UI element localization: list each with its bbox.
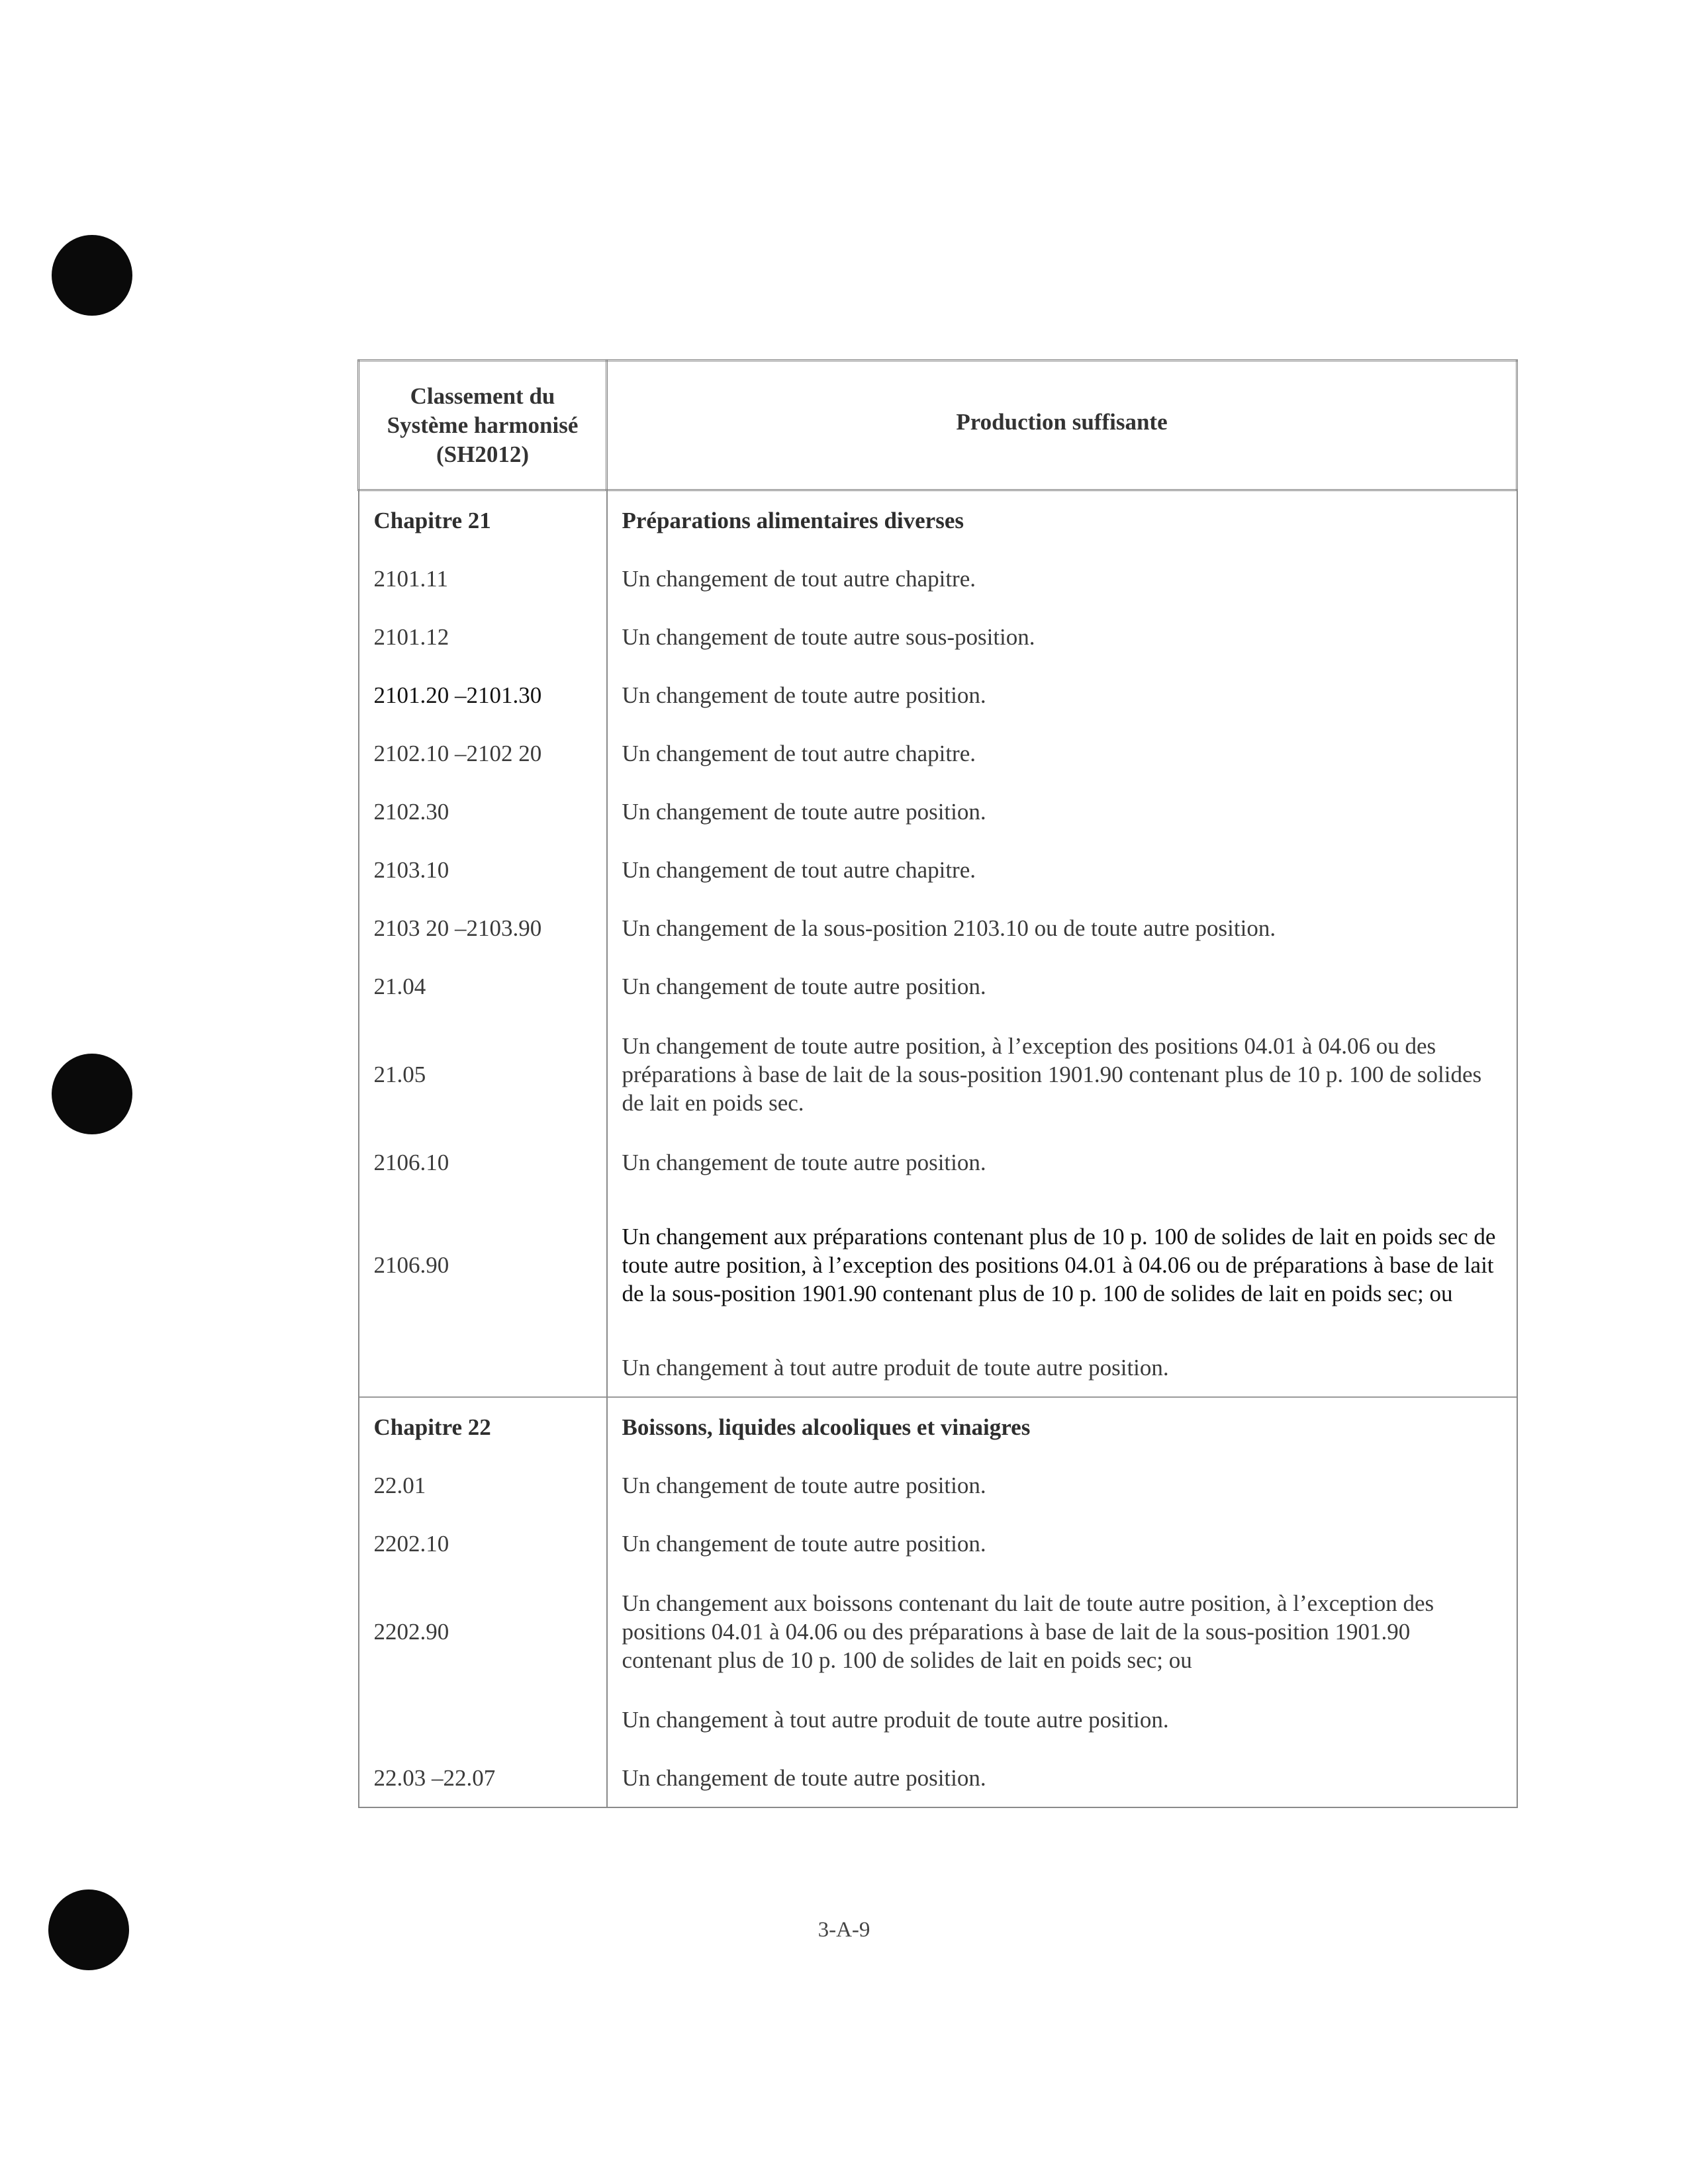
table-row — [359, 957, 1517, 1015]
table-row — [359, 1749, 1517, 1807]
empty-code-cell — [359, 1338, 607, 1397]
rule-text: Un changement de toute autre position. — [607, 1514, 1517, 1572]
hs-code: 21.04 — [359, 957, 607, 1015]
rule-text: Un changement de toute autre position, à l’exception des positions 04.01 à 04.06 ou des préparations à base de lait de la sous-position 1901.90 contenant plus de 10 p. 100 de solides de lait en poids sec. — [607, 1015, 1517, 1133]
chapter-label: Chapitre 22 — [359, 1397, 607, 1456]
punch-hole-top — [52, 235, 132, 316]
chapter-title: Boissons, liquides alcooliques et vinaigres — [607, 1397, 1517, 1456]
table-row — [359, 1572, 1517, 1690]
hs-code: 2202.90 — [359, 1572, 607, 1690]
hs-code: 2101.20 –2101.30 — [359, 666, 607, 724]
table-row — [359, 899, 1517, 957]
table-row — [359, 666, 1517, 724]
hs-code: 2103.10 — [359, 841, 607, 899]
chapter-row — [359, 1397, 1517, 1456]
table-row-continuation — [359, 1690, 1517, 1749]
rule-text: Un changement de toute autre position. — [607, 1749, 1517, 1807]
rule-text: Un changement de toute autre position. — [607, 666, 1517, 724]
table-row — [359, 549, 1517, 608]
hs-code: 2103 20 –2103.90 — [359, 899, 607, 957]
rule-text: Un changement aux préparations contenant plus de 10 p. 100 de solides de lait en poids sec de toute autre position, à l’exception des positions 04.01 à 04.06 ou de préparations à base de lait de la sous-position 1901.90 contenant plus de 10 p. 100 de solides de lait en poids sec; ou — [607, 1191, 1517, 1338]
table-row — [359, 1133, 1517, 1191]
chapter-row — [359, 490, 1517, 550]
header-classification: Classement du Système harmonisé (SH2012) — [359, 361, 607, 490]
rule-text: Un changement de toute autre sous-position. — [607, 608, 1517, 666]
hs-code: 22.03 –22.07 — [359, 1749, 607, 1807]
table-row — [359, 841, 1517, 899]
hs-code: 2101.11 — [359, 549, 607, 608]
page-number: 3-A-9 — [818, 1918, 870, 1942]
header-production: Production suffisante — [607, 361, 1517, 490]
rule-text: Un changement de la sous-position 2103.10 ou de toute autre position. — [607, 899, 1517, 957]
table-row — [359, 608, 1517, 666]
empty-code-cell — [359, 1690, 607, 1749]
table-row — [359, 1456, 1517, 1514]
table-row — [359, 1514, 1517, 1572]
hs-code: 22.01 — [359, 1456, 607, 1514]
rule-text: Un changement de tout autre chapitre. — [607, 724, 1517, 782]
rule-text: Un changement de tout autre chapitre. — [607, 549, 1517, 608]
chapter-label: Chapitre 21 — [359, 490, 607, 550]
rule-text: Un changement de toute autre position. — [607, 782, 1517, 841]
table-row — [359, 724, 1517, 782]
hs-code: 2106.90 — [359, 1191, 607, 1338]
rule-text-continued: Un changement à tout autre produit de toute autre position. — [607, 1338, 1517, 1397]
rule-text: Un changement de toute autre position. — [607, 1133, 1517, 1191]
table-row — [359, 782, 1517, 841]
rule-text: Un changement de toute autre position. — [607, 957, 1517, 1015]
rule-text-continued: Un changement à tout autre produit de toute autre position. — [607, 1690, 1517, 1749]
table-row — [359, 1191, 1517, 1338]
rules-of-origin-table — [357, 359, 1518, 1808]
hs-code: 2102.30 — [359, 782, 607, 841]
hs-code: 2106.10 — [359, 1133, 607, 1191]
table-row — [359, 1015, 1517, 1133]
table-header-row — [359, 361, 1517, 490]
table-row-continuation — [359, 1338, 1517, 1397]
hs-code: 21.05 — [359, 1015, 607, 1133]
hs-code: 2102.10 –2102 20 — [359, 724, 607, 782]
punch-hole-middle — [52, 1054, 132, 1134]
chapter-title: Préparations alimentaires diverses — [607, 490, 1517, 550]
rule-text: Un changement aux boissons contenant du lait de toute autre position, à l’exception des positions 04.01 à 04.06 ou des préparations à base de lait de la sous-position 1901.90 contenant plus de 10 p. 100 de solides de lait en poids sec; ou — [607, 1572, 1517, 1690]
rule-text: Un changement de toute autre position. — [607, 1456, 1517, 1514]
rule-text: Un changement de tout autre chapitre. — [607, 841, 1517, 899]
hs-code: 2101.12 — [359, 608, 607, 666]
hs-code: 2202.10 — [359, 1514, 607, 1572]
